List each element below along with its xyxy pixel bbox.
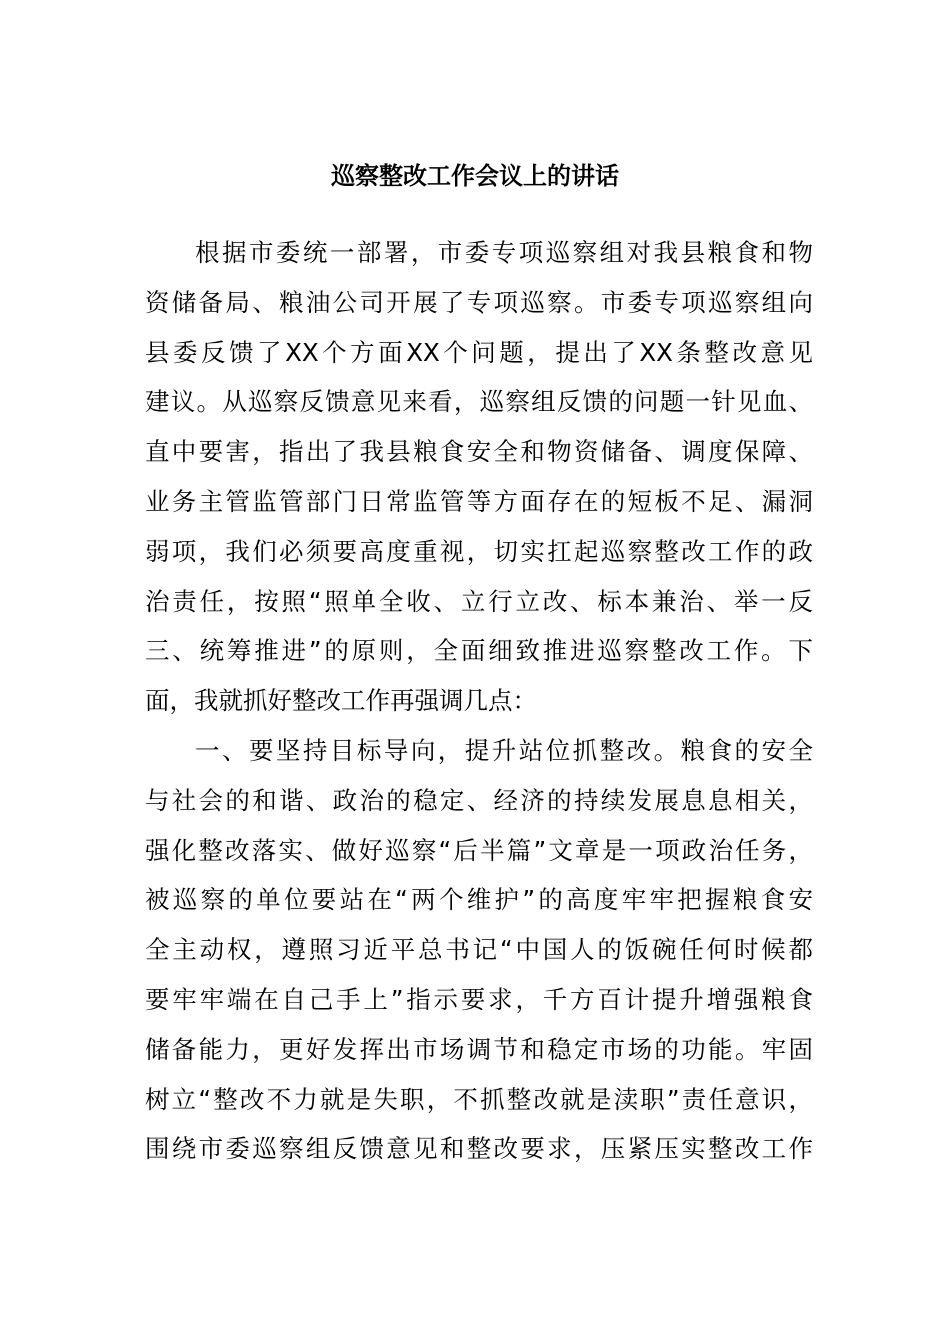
text-line: 强化整改落实、做好巡察“后半篇”文章是一项政治任务， <box>145 835 813 865</box>
text-line: 直中要害，指出了我县粮食安全和物资储备、调度保障、 <box>145 437 813 467</box>
document-title: 巡察整改工作会议上的讲话 <box>331 162 619 190</box>
text-line: 与社会的和谐、政治的稳定、经济的持续发展息息相关， <box>145 785 813 815</box>
text-line: 储备能力，更好发挥出市场调节和稳定市场的功能。牢固 <box>145 1034 813 1064</box>
text-line: 弱项，我们必须要高度重视，切实扛起巡察整改工作的政 <box>145 536 813 566</box>
text-line: 治责任，按照“照单全收、立行立改、标本兼治、举一反 <box>145 586 813 616</box>
text-line: 三、统筹推进”的原则，全面细致推进巡察整改工作。下 <box>145 636 813 666</box>
text-line: 树立“整改不力就是失职，不抓整改就是渎职”责任意识， <box>145 1084 813 1114</box>
text-line: 围绕市委巡察组反馈意见和整改要求，压紧压实整改工作 <box>145 1134 813 1164</box>
text-line: 要牢牢端在自己手上”指示要求，千方百计提升增强粮食 <box>145 984 813 1014</box>
text-line: 资储备局、粮油公司开展了专项巡察。市委专项巡察组向 <box>145 287 813 317</box>
text-line: 被巡察的单位要站在“两个维护”的高度牢牢把握粮食安 <box>145 885 813 915</box>
text-line: 根据市委统一部署，市委专项巡察组对我县粮食和物 <box>195 238 813 267</box>
text-line: 全主动权，遵照习近平总书记“中国人的饭碗任何时候都 <box>145 935 813 965</box>
text-line: 面，我就抓好整改工作再强调几点： <box>145 686 537 716</box>
document-body <box>145 228 813 1174</box>
text-line: 县委反馈了XX个方面XX个问题，提出了XX条整改意见 <box>145 337 813 367</box>
text-line: 业务主管监管部门日常监管等方面存在的短板不足、漏洞 <box>145 486 813 516</box>
text-line: 一、要坚持目标导向，提升站位抓整改。粮食的安全 <box>195 735 813 765</box>
text-line: 建议。从巡察反馈意见来看，巡察组反馈的问题一针见血、 <box>145 387 813 417</box>
